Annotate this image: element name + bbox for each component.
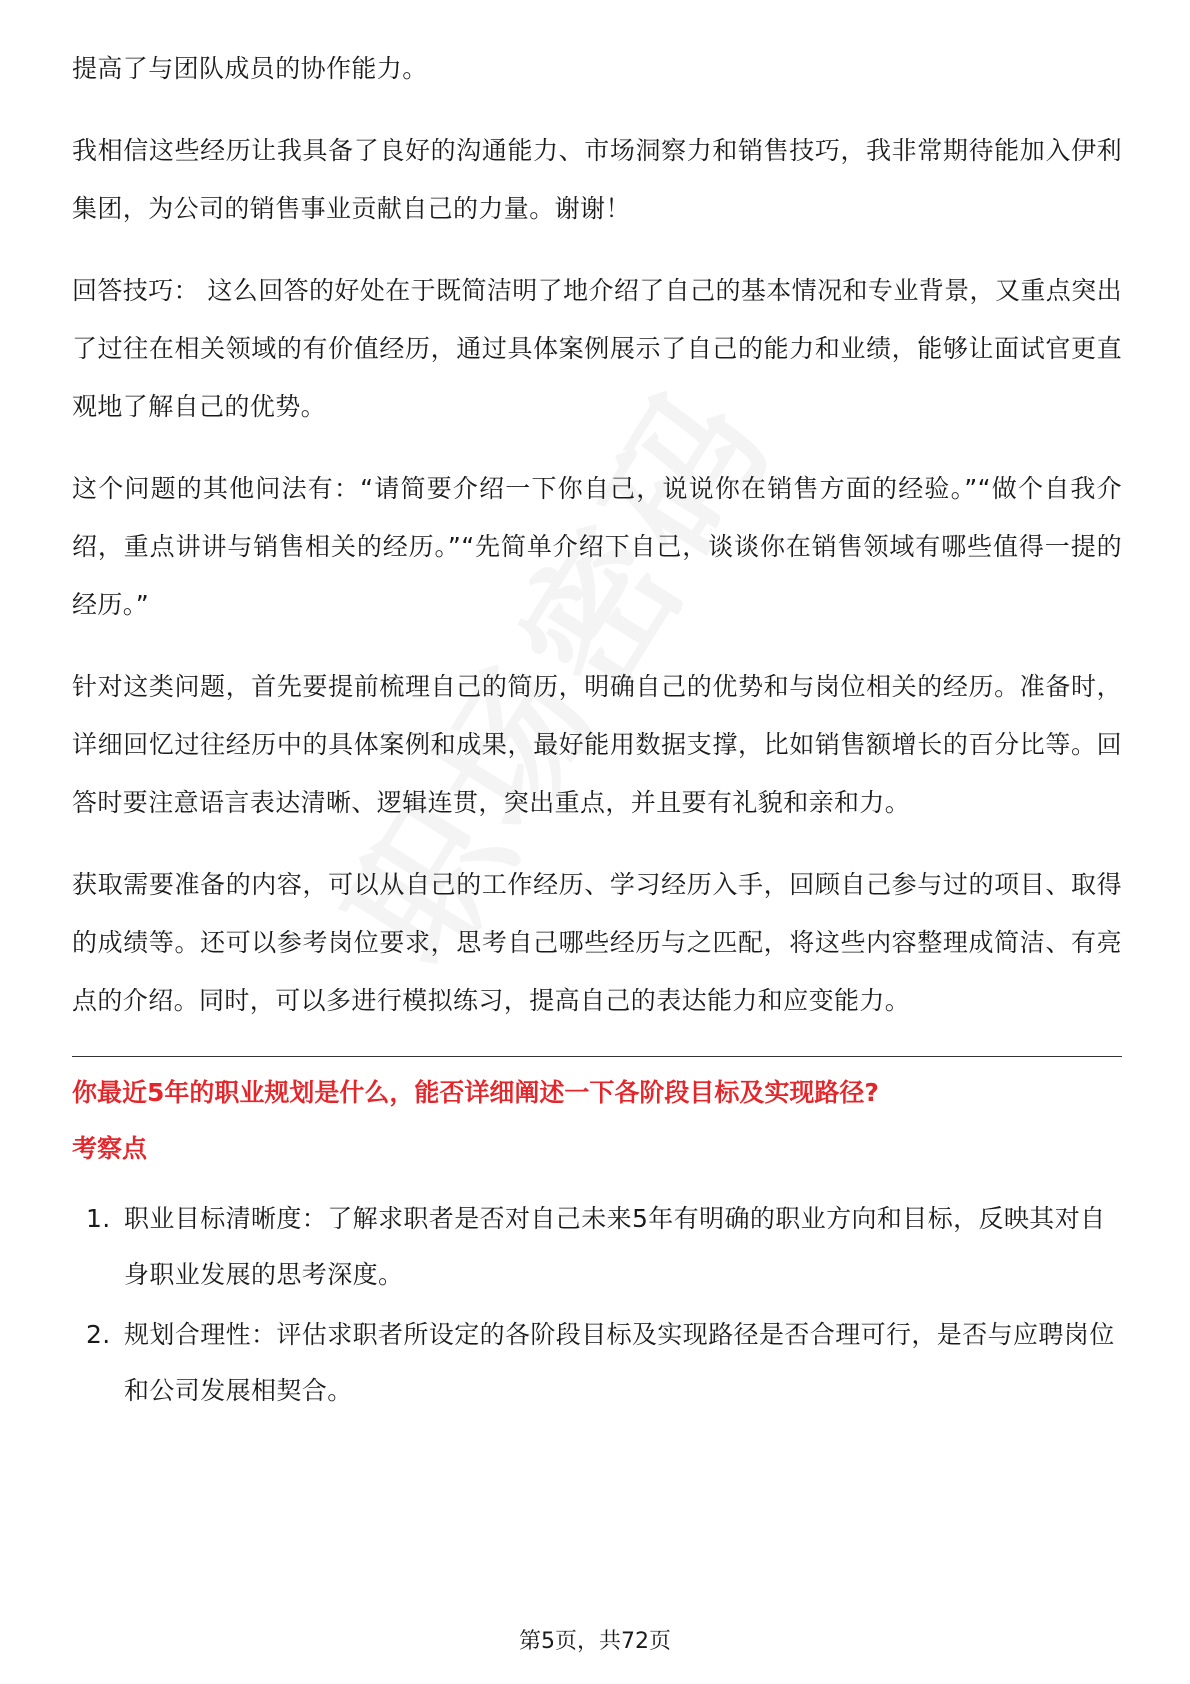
list-item [72, 1307, 1122, 1419]
section-divider [72, 1056, 1122, 1057]
list-item-text: 规划合理性：评估求职者所设定的各阶段目标及实现路径是否合理可行，是否与应聘岗位和公司发展相契合。 [124, 1320, 1115, 1405]
page-number-footer: 第5页，共72页 [519, 1629, 671, 1654]
list-item-text: 职业目标清晰度：了解求职者是否对自己未来5年有明确的职业方向和目标，反映其对自身职业发展的思考深度。 [124, 1204, 1106, 1289]
paragraph-preparation-strategy: 针对这类问题，首先要提前梳理自己的简历，明确自己的优势和与岗位相关的经历。准备时，详细回忆过往经历中的具体案例和成果，最好能用数据支撑，比如销售额增长的百分比等。回答时要注意语言表达清晰、逻辑连贯，突出重点，并且要有礼貌和亲和力。 [72, 672, 1122, 817]
assessment-points-heading: 考察点 [72, 1134, 148, 1163]
list-item [72, 1191, 1122, 1303]
page-content [72, 40, 1122, 1423]
question-title: 你最近5年的职业规划是什么，能否详细阐述一下各阶段目标及实现路径? [72, 1078, 879, 1107]
list-item-number: 2. [86, 1320, 111, 1349]
paragraph-content-gathering: 获取需要准备的内容，可以从自己的工作经历、学习经历入手，回顾自己参与过的项目、取得的成绩等。还可以参考岗位要求，思考自己哪些经历与之匹配，将这些内容整理成简洁、有亮点的介绍。同时，可以多进行模拟练习，提高自己的表达能力和应变能力。 [72, 870, 1122, 1015]
paragraph-alternative-questions: 这个问题的其他问法有：“请简要介绍一下你自己，说说你在销售方面的经验。”“做个自我介绍，重点讲讲与销售相关的经历。”“先简单介绍下自己，谈谈你在销售领域有哪些值得一提的经历。” [72, 474, 1122, 619]
list-item-number: 1. [86, 1204, 111, 1233]
assessment-points-list [72, 1191, 1122, 1419]
paragraph-answer-tips: 回答技巧： 这么回答的好处在于既简洁明了地介绍了自己的基本情况和专业背景，又重点突出了过往在相关领域的有价值经历，通过具体案例展示了自己的能力和业绩，能够让面试官更直观地了解自己的优势。 [72, 276, 1122, 421]
paragraph-collaboration: 提高了与团队成员的协作能力。 [72, 54, 428, 83]
paragraph-closing-statement: 我相信这些经历让我具备了良好的沟通能力、市场洞察力和销售技巧，我非常期待能加入伊利集团，为公司的销售事业贡献自己的力量。谢谢！ [72, 136, 1122, 223]
